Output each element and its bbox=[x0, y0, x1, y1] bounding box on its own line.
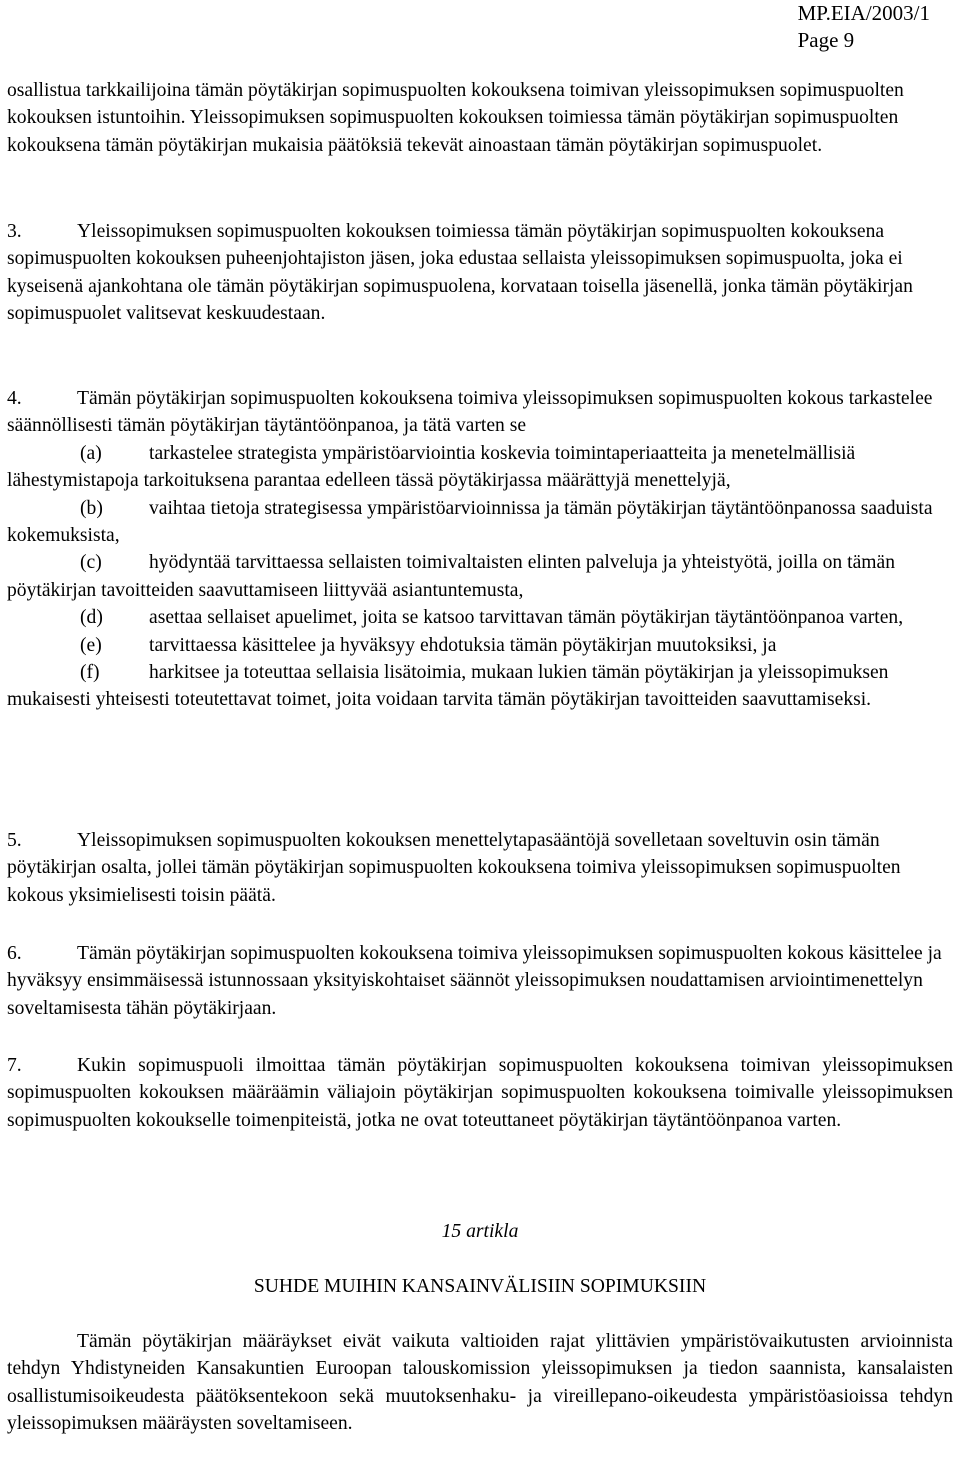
list-rest-d: täytäntöönpanoa varten, bbox=[714, 607, 904, 629]
paragraph-3-text: Yleissopimuksen sopimuspuolten kokouksen toimiessa tämän pöytäkirjan sopimuspuolten kokouksena sopimuspuolten kokouksen puheenjohtajiston jäsen, joka edustaa sellaista yleissopimuksen sopimuspuolta, joka ei kyseisenä ajankohtana ole tämän pöytäkirjan sopimuspuolena, korvataan toisella jäsenellä, jonka tämän pöytäkirjan sopimuspuolet valitsevat keskuudestaan. bbox=[7, 221, 913, 325]
list-rest-b: täytäntöönpanossa saaduista kokemuksista, bbox=[7, 497, 933, 547]
list-first-a: tarkastelee strategista ympäristöarviointia koskevia toimintaperiaatteita ja bbox=[149, 442, 727, 464]
list-item-a bbox=[7, 440, 953, 495]
list-item-f bbox=[7, 659, 953, 714]
list-first-d: asettaa sellaiset apuelimet, joita se katsoo tarvittavan tämän pöytäkirjan bbox=[149, 607, 710, 629]
paragraph-5-text: Yleissopimuksen sopimuspuolten kokouksen menettelytapasääntöjä sovelletaan soveltuvin osin tämän pöytäkirjan osalta, jollei tämän pöytäkirjan sopimuspuolten kokouksena toimiva yleissopimuksen sopimuspuolten kokous yksimielisesti toisin päätä. bbox=[7, 830, 901, 906]
list-label-f: (f) bbox=[80, 662, 100, 684]
list-first-b: vaihtaa tietoja strategisessa ympäristöarvioinnissa ja tämän pöytäkirjan bbox=[149, 497, 707, 519]
list-first-c: hyödyntää tarvittaessa sellaisten toimivaltaisten elinten palveluja ja yhteistyötä, bbox=[149, 552, 773, 574]
list-label-c: (c) bbox=[80, 552, 102, 574]
paragraph-3 bbox=[7, 218, 953, 328]
paragraph-7 bbox=[7, 1052, 953, 1134]
list-rest-c: joilla on tämän pöytäkirjan tavoitteiden saavuttamiseen liittyvää asiantuntemusta, bbox=[7, 552, 896, 601]
page-header bbox=[798, 0, 930, 54]
paragraph-5 bbox=[7, 827, 953, 909]
paragraph-6-number: 6. bbox=[7, 943, 22, 964]
list-label-a: (a) bbox=[80, 442, 102, 464]
paragraph-intro bbox=[7, 77, 953, 159]
list-rest-f: yleissopimuksen mukaisesti yhteisesti toteutettavat toimet, joita voidaan tarvita tämän pöytäkirjan tavoitteiden saavuttamiseksi. bbox=[7, 662, 889, 711]
list-item-c bbox=[7, 549, 953, 604]
list-label-d: (d) bbox=[80, 607, 103, 629]
article-title: SUHDE MUIHIN KANSAINVÄLISIIN SOPIMUKSIIN bbox=[253, 1276, 707, 1297]
paragraph-intro-text: osallistua tarkkailijoina tämän pöytäkirjan sopimuspuolten kokouksena toimivan yleissopimuksen sopimuspuolten kokouksen istuntoihin. Yleissopimuksen sopimuspuolten kokouksen toimiessa tämän pöytäkirjan sopimuspuolten kokouksena tämän pöytäkirjan mukaisia päätöksiä tekevät ainoastaan tämän pöytäkirjan sopimuspuolet. bbox=[7, 80, 904, 156]
paragraph-7-number: 7. bbox=[7, 1055, 22, 1076]
list-item-b bbox=[7, 495, 953, 550]
paragraph-3-number: 3. bbox=[7, 221, 22, 242]
list-rest-a: menetelmällisiä lähestymistapoja tarkoituksena parantaa edelleen tässä pöytäkirjassa määrättyjä menettelyjä, bbox=[7, 442, 856, 492]
article-body bbox=[7, 1328, 953, 1438]
paragraph-6-text: Tämän pöytäkirjan sopimuspuolten kokouksena toimiva yleissopimuksen sopimuspuolten kokous käsittelee ja hyväksyy ensimmäisessä istunnossaan yksityiskohtaiset säännöt yleissopimuksen noudattamisen arviointimenettelyn soveltamisesta tähän pöytäkirjaan. bbox=[7, 943, 942, 1019]
page-number: Page 9 bbox=[797, 28, 855, 52]
paragraph-4 bbox=[7, 385, 953, 714]
list-first-f: harkitsee ja toteuttaa sellaisia lisätoimia, mukaan lukien tämän pöytäkirjan ja bbox=[149, 662, 753, 684]
document-id: MP.EIA/2003/1 bbox=[797, 1, 930, 25]
paragraph-4-number: 4. bbox=[7, 388, 22, 409]
paragraph-5-number: 5. bbox=[7, 830, 22, 851]
article-number: 15 artikla bbox=[441, 1221, 519, 1242]
article-body-text: Tämän pöytäkirjan määräykset eivät vaikuta valtioiden rajat ylittävien ympäristövaikutusten arvioinnista tehdyn Yhdistyneiden Kansakuntien Euroopan talouskomission yleissopimuksen ja tiedon saannista, kansalaisten osallistumisoikeudesta päätöksentekoon sekä muutoksenhaku- ja vireillepano-oikeudesta ympäristöasioissa tehdyn yleissopimuksen määräysten soveltamiseen. bbox=[7, 1331, 953, 1435]
list-label-b: (b) bbox=[80, 497, 103, 519]
list-item-d bbox=[7, 604, 953, 631]
paragraph-4-text: Tämän pöytäkirjan sopimuspuolten kokouksena toimiva yleissopimuksen sopimuspuolten kokous tarkastelee säännöllisesti tämän pöytäkirjan täytäntöönpanoa, ja tätä varten se bbox=[7, 388, 933, 437]
paragraph-6 bbox=[7, 940, 953, 1022]
paragraph-7-text: Kukin sopimuspuoli ilmoittaa tämän pöytäkirjan sopimuspuolten kokouksena toimivan yleissopimuksen sopimuspuolten kokouksen määräämin väliajoin pöytäkirjan sopimuspuolten kokouksena toimivalle yleissopimuksen sopimuspuolten kokoukselle toimenpiteistä, jotka ne ovat toteuttaneet pöytäkirjan täytäntöönpanoa varten. bbox=[7, 1055, 953, 1131]
list-label-e: (e) bbox=[80, 634, 102, 656]
list-item-e bbox=[7, 632, 953, 659]
list-first-e: tarvittaessa käsittelee ja hyväksyy ehdotuksia tämän pöytäkirjan muutoksiksi, ja bbox=[149, 634, 777, 656]
